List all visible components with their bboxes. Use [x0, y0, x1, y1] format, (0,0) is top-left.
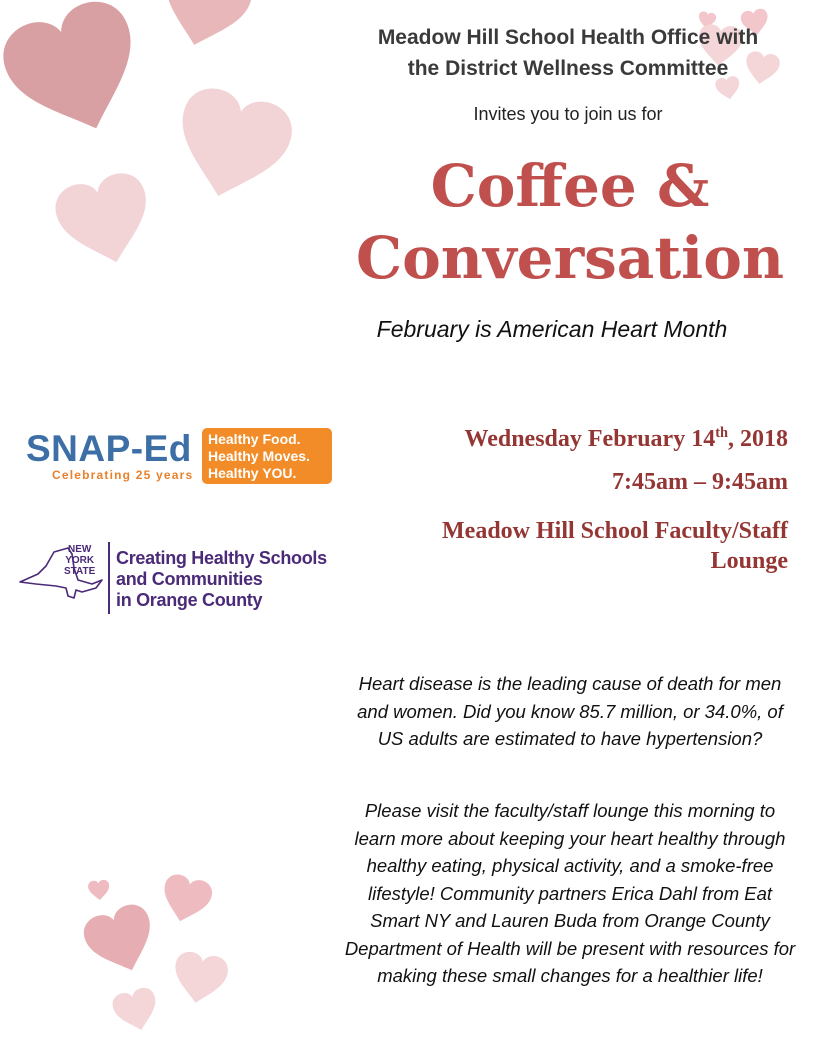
nys-healthy-schools-logo: [16, 538, 336, 618]
header: [340, 22, 796, 84]
nys-divider: [108, 542, 110, 614]
nys-line2: and Communities: [116, 569, 263, 589]
snap-ed-box: [202, 428, 332, 484]
snap-box-line1: Healthy Food.: [208, 431, 301, 447]
date-prefix: Wednesday February 14: [464, 426, 716, 452]
heart-icon: [88, 879, 111, 901]
event-date: [465, 418, 788, 454]
header-line2: the District Wellness Committee: [407, 57, 729, 80]
heart-icon: [79, 900, 164, 982]
nys-line3: in Orange County: [116, 590, 263, 610]
snap-ed-tagline: Celebrating 25 years: [52, 468, 194, 482]
date-suffix: th: [715, 425, 728, 441]
heart-icon: [0, 0, 157, 151]
event-title: [330, 150, 810, 294]
snap-ed-logo: [26, 428, 336, 488]
heart-icon: [170, 950, 231, 1008]
snap-box-line3: Healthy YOU.: [208, 465, 297, 481]
location-line2: Lounge: [710, 548, 788, 574]
nys-state-line2: YORK: [65, 555, 95, 566]
body-paragraph-1: Heart disease is the leading cause of death for men and women. Did you know 85.7 million, or 34.0%, of US adults are estimated to have hypertension?: [357, 673, 783, 749]
heart-icon: [157, 872, 215, 928]
nys-state-label: [64, 544, 95, 577]
invite-text: Invites you to join us for: [473, 104, 663, 124]
snap-box-line2: Healthy Moves.: [208, 448, 310, 464]
title-line2: Conversation: [355, 224, 785, 292]
heart-icon: [50, 168, 160, 274]
heart-month-subtitle: February is American Heart Month: [376, 316, 728, 342]
nys-state-line1: NEW: [67, 544, 92, 555]
header-line1: Meadow Hill School Health Office with: [377, 26, 759, 49]
event-location: [442, 516, 788, 576]
date-year: , 2018: [728, 426, 788, 452]
body-paragraph-2: Please visit the faculty/staff lounge this morning to learn more about keeping your heart healthy through healthy eating, physical activity, and a smoke-free lifestyle! Community partners Erica Dahl from Eat Smart NY and Lauren Buda from Orange County Department of Health will be present with resources for making these small changes for a healthier life!: [344, 800, 796, 986]
nys-line1: Creating Healthy Schools: [116, 548, 327, 568]
event-time: 7:45am – 9:45am: [612, 469, 788, 495]
title-line1: Coffee &: [430, 152, 710, 220]
nys-state-line3: STATE: [64, 566, 96, 577]
heart-icon: [153, 0, 257, 56]
location-line1: Meadow Hill School Faculty/Staff: [442, 518, 788, 544]
heart-icon: [110, 985, 162, 1035]
heart-icon: [165, 82, 298, 211]
nys-logo-text: [116, 548, 327, 611]
snap-ed-name: SNAP-Ed: [26, 428, 192, 469]
